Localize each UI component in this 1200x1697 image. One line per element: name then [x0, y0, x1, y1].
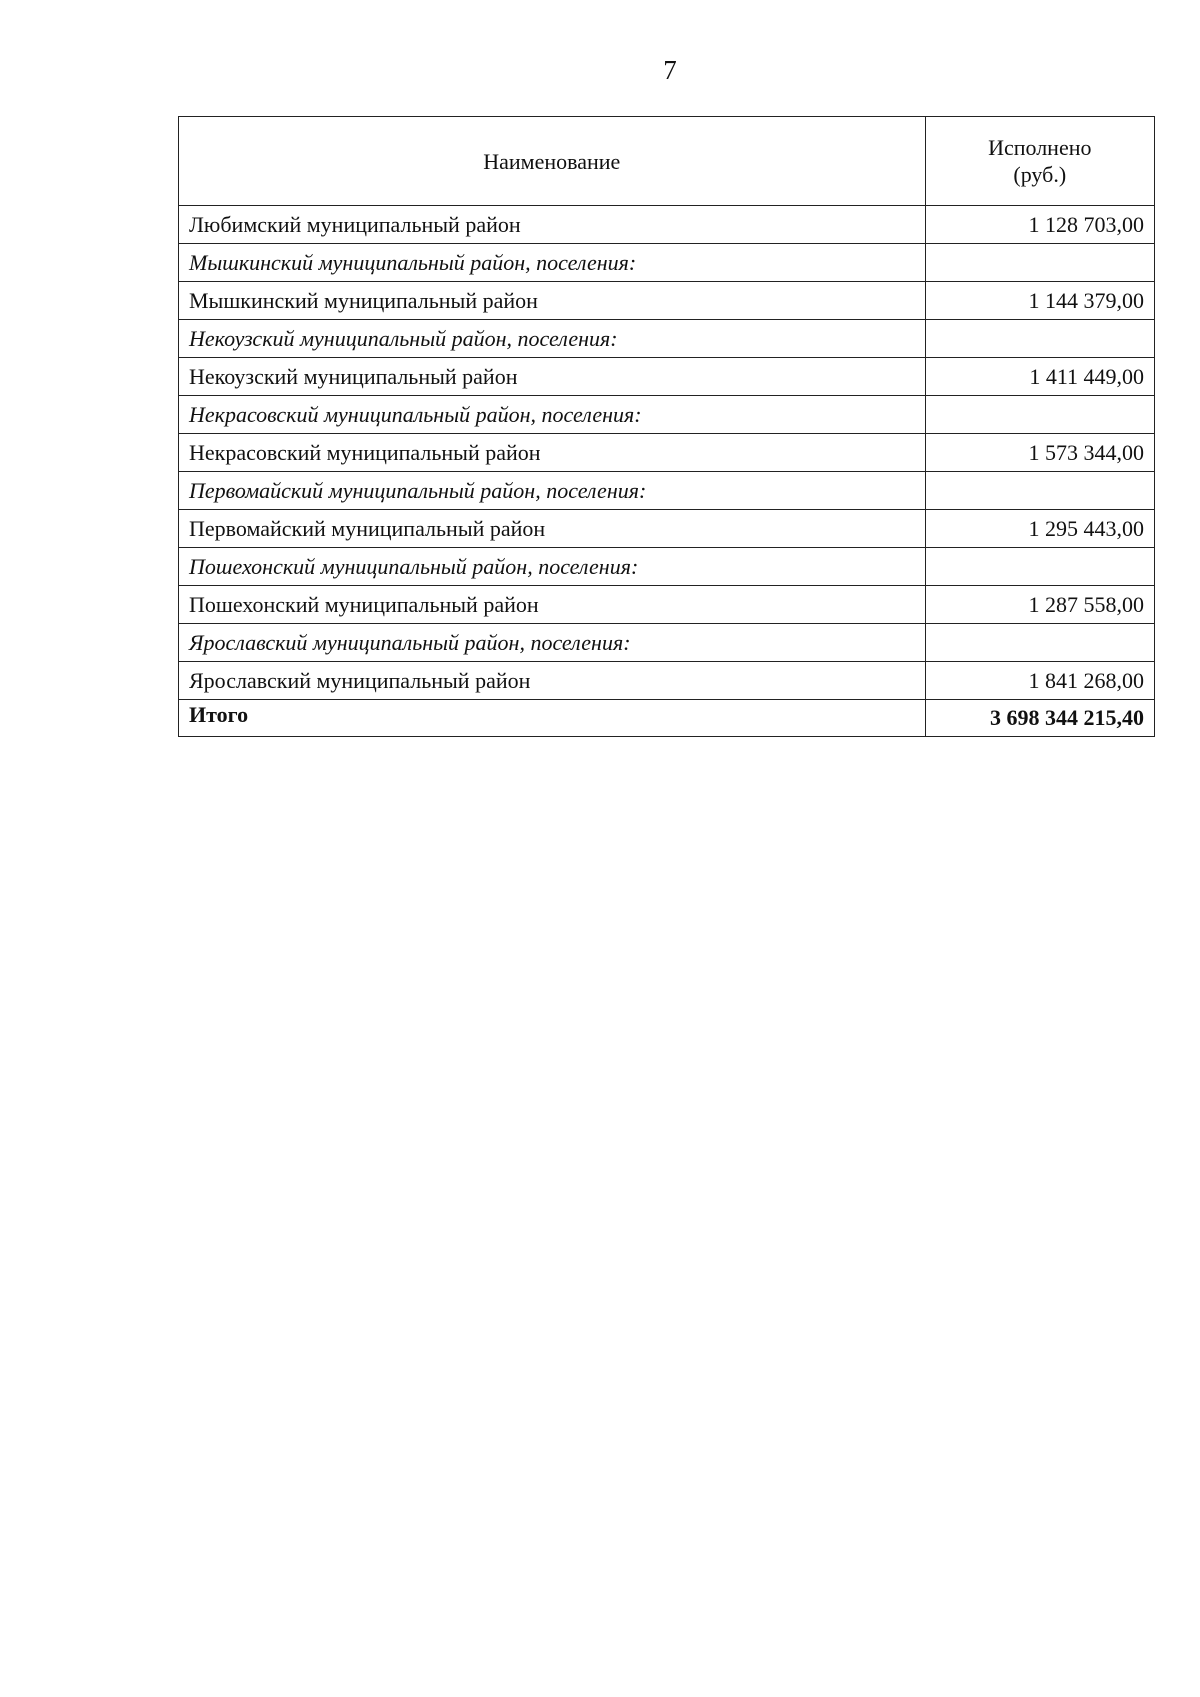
- row-name: Пошехонский муниципальный район, поселения:: [179, 548, 926, 586]
- row-value: 1 573 344,00: [925, 434, 1154, 472]
- row-value: 1 144 379,00: [925, 282, 1154, 320]
- row-value: [925, 320, 1154, 358]
- row-value: 1 287 558,00: [925, 586, 1154, 624]
- row-value: [925, 472, 1154, 510]
- table-row: [179, 510, 1155, 548]
- row-name: Некоузский муниципальный район, поселения:: [179, 320, 926, 358]
- table-row-group-heading: [179, 244, 1155, 282]
- table-row: [179, 358, 1155, 396]
- table-row-group-heading: [179, 548, 1155, 586]
- row-name: Любимский муниципальный район: [179, 206, 926, 244]
- table-row-group-heading: [179, 320, 1155, 358]
- table-row-group-heading: [179, 396, 1155, 434]
- row-value: 1 841 268,00: [925, 662, 1154, 700]
- budget-table: [178, 116, 1155, 737]
- table-total-row: [179, 700, 1155, 737]
- row-value: [925, 624, 1154, 662]
- row-name: Первомайский муниципальный район: [179, 510, 926, 548]
- row-name: Пошехонский муниципальный район: [179, 586, 926, 624]
- total-label: Итого: [179, 700, 926, 737]
- column-header-executed: [925, 117, 1154, 206]
- total-value: 3 698 344 215,40: [925, 700, 1154, 737]
- row-value: 1 411 449,00: [925, 358, 1154, 396]
- table-row: [179, 662, 1155, 700]
- page-number: 7: [663, 55, 677, 85]
- row-value: [925, 244, 1154, 282]
- row-value: [925, 548, 1154, 586]
- table-row-group-heading: [179, 624, 1155, 662]
- table-row: [179, 586, 1155, 624]
- row-name: Некрасовский муниципальный район, поселения:: [179, 396, 926, 434]
- row-name: Ярославский муниципальный район: [179, 662, 926, 700]
- row-value: 1 295 443,00: [925, 510, 1154, 548]
- row-name: Мышкинский муниципальный район: [179, 282, 926, 320]
- table-row: [179, 282, 1155, 320]
- row-name: Некрасовский муниципальный район: [179, 434, 926, 472]
- row-value: [925, 396, 1154, 434]
- table-row: [179, 434, 1155, 472]
- row-value: 1 128 703,00: [925, 206, 1154, 244]
- column-header-executed-label: Исполнено: [988, 135, 1092, 160]
- column-header-executed-unit: (руб.): [1013, 162, 1067, 187]
- table-row-group-heading: [179, 472, 1155, 510]
- table-row: [179, 206, 1155, 244]
- table-header-row: [179, 117, 1155, 206]
- row-name: Мышкинский муниципальный район, поселения:: [179, 244, 926, 282]
- column-header-name: Наименование: [179, 117, 926, 206]
- row-name: Первомайский муниципальный район, поселения:: [179, 472, 926, 510]
- row-name: Ярославский муниципальный район, поселения:: [179, 624, 926, 662]
- row-name: Некоузский муниципальный район: [179, 358, 926, 396]
